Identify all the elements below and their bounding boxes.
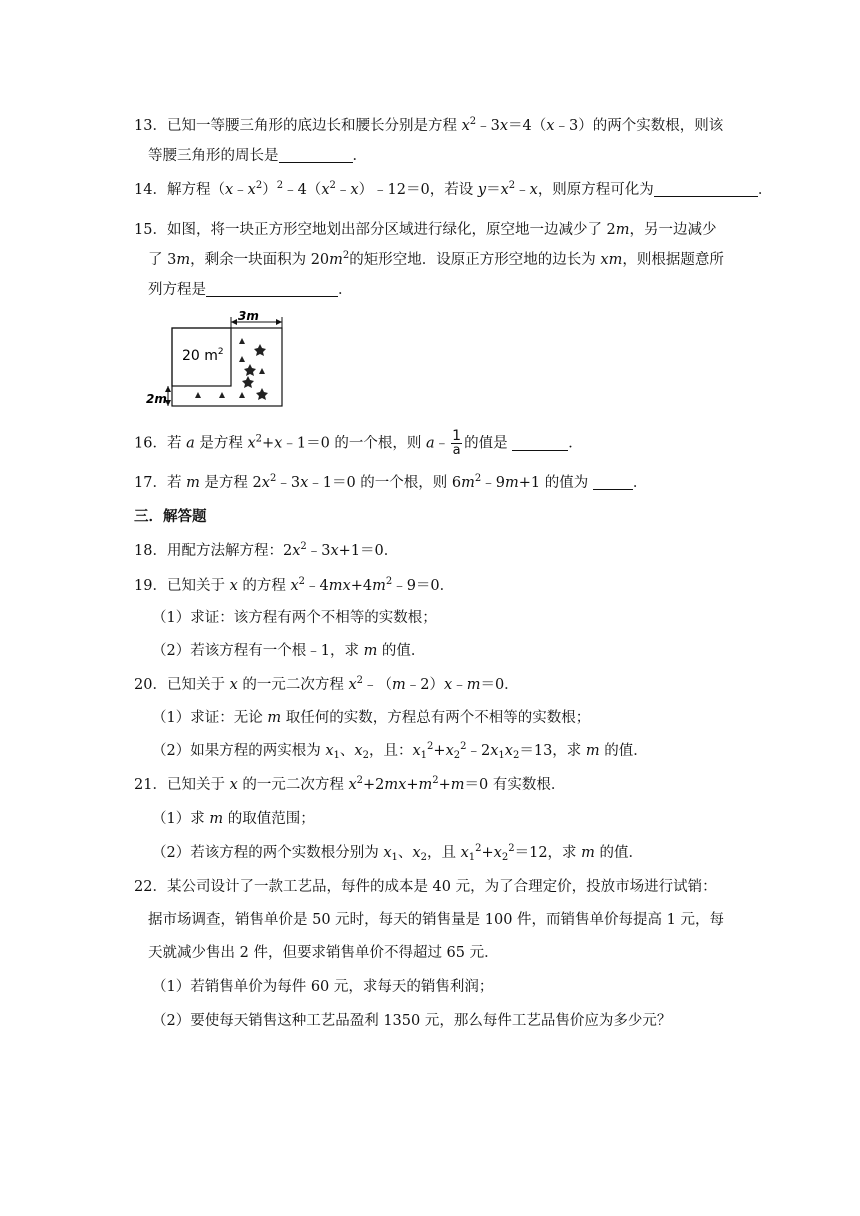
question-15-line3: 列方程是 ． xyxy=(148,282,353,298)
question-21-part2: （2）若该方程的两个实数根分别为 $x_1$、$x_2$，且 $x_1^2+x_2^2=12$，求 m 的值． xyxy=(152,843,644,863)
question-19-part2: （2）若该方程有一个根﹣1，求 m 的值． xyxy=(152,643,426,659)
question-18: 18．用配方法解方程：$2x^2﹣3x+1=0$． xyxy=(134,541,399,559)
question-15-line2: 了 3m，剩余一块面积为 $20m^2$的矩形空地．设原正方形空地的边长为 xm，则根据题意所 xyxy=(148,250,724,268)
square-plot-figure xyxy=(138,308,288,412)
question-15: 15．如图，将一块正方形空地划出部分区域进行绿化，原空地一边减少了 2m，另一边减少 xyxy=(134,222,717,238)
question-20-part2: （2）如果方程的两实根为 $x_1$、$x_2$，且：$x_1^2+x_2^2﹣2x_1x_2=13$，求 m 的值． xyxy=(152,741,648,761)
question-22-part2: （2）要使每天销售这种工艺品盈利 1350 元，那么每件工艺品售价应为多少元？ xyxy=(152,1013,672,1029)
answer-blank xyxy=(512,435,568,451)
question-13-line2: 等腰三角形的周长是 ． xyxy=(148,148,367,164)
fraction-one-over-a: $\frac{1}{a}$ xyxy=(452,428,462,458)
area-label: 20 $m^2$ xyxy=(182,347,224,364)
question-22-part1: （1）若销售单价为每件 60 元，求每天的销售利润； xyxy=(152,979,494,995)
question-21-part1: （1）求 m 的取值范围； xyxy=(152,811,315,827)
question-20-part1: （1）求证：无论 m 取任何的实数，方程总有两个不相等的实数根； xyxy=(152,710,591,726)
arrow-right-icon xyxy=(276,319,282,325)
arrow-left-icon xyxy=(231,319,237,325)
question-14: 14．解方程$(x﹣x^2)^2﹣4(x^2﹣x)﹣12=0$，若设 $y=x^2﹣x$，则原方程可化为 ． xyxy=(134,180,773,198)
answer-blank xyxy=(654,181,758,197)
left-label: 2m xyxy=(146,392,167,406)
question-22-line2: 据市场调查，销售单价是 50 元时，每天的销售量是 100 件，而销售单价每提高 1 元，每 xyxy=(148,912,725,928)
question-17: 17．若 m 是方程 $2x^2﹣3x﹣1=0$ 的一个根，则 $6m^2﹣9m+1$ 的值为 ． xyxy=(134,473,648,491)
question-20: 20．已知关于 x 的一元二次方程 $x^2﹣(m﹣2)x﹣m=0$． xyxy=(134,675,519,693)
question-22-line3: 天就减少售出 2 件，但要求销售单价不得超过 65 元． xyxy=(148,945,499,961)
question-19-part1: （1）求证：该方程有两个不相等的实数根； xyxy=(152,610,437,626)
question-19: 19．已知关于 x 的方程 $x^2﹣4mx+4m^2﹣9=0$． xyxy=(134,576,455,594)
answer-blank xyxy=(593,474,633,490)
question-21: 21．已知关于 x 的一元二次方程 $x^2+2mx+m^2+m=0$ 有实数根． xyxy=(134,775,566,793)
answer-blank xyxy=(206,281,338,297)
section-title: 三．解答题 xyxy=(134,508,207,525)
answer-blank xyxy=(279,147,353,163)
question-13: 13．已知一等腰三角形的底边长和腰长分别是方程 $x^2﹣3x=4(x﹣3)$的两个实数根，则该 xyxy=(134,116,724,134)
question-16: 16．若 a 是方程 $x^2+x﹣1=0$ 的一个根，则 a﹣ $\frac{1}{a}$ 的值是 ． xyxy=(134,428,583,458)
question-22: 22．某公司设计了一款工艺品，每件的成本是 40 元，为了合理定价，投放市场进行试销： xyxy=(134,879,717,895)
top-label: 3m xyxy=(238,309,259,323)
